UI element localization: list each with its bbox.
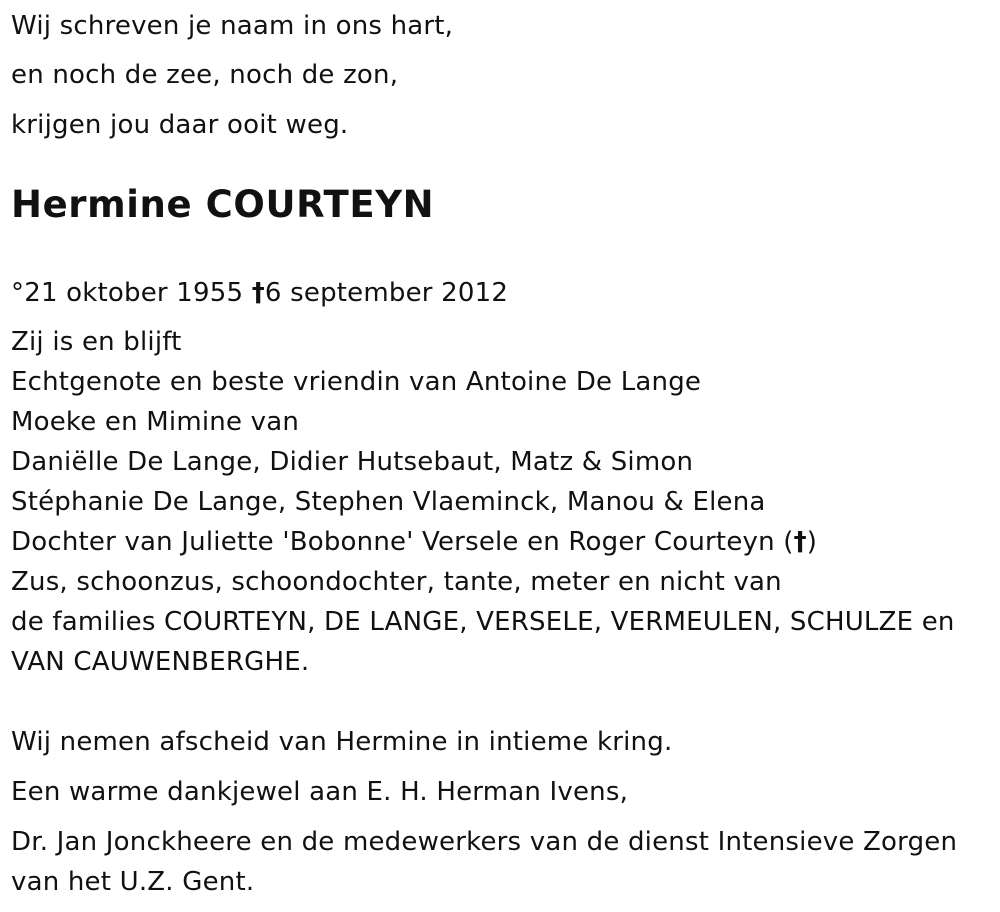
relatives-line-2: de families COURTEYN, DE LANGE, VERSELE, VERMEULEN, SCHULZE en	[11, 607, 955, 637]
family-line-3: Moeke en Mimine van	[11, 407, 300, 437]
poem-line-1: Wij schreven je naam in ons hart,	[11, 11, 454, 41]
family-line-4: Daniëlle De Lange, Didier Hutsebaut, Matz & Simon	[11, 447, 694, 477]
parents-line	[11, 527, 817, 557]
cross-icon: †	[793, 527, 807, 557]
poem-line-3: krijgen jou daar ooit weg.	[11, 110, 349, 140]
parents-close: )	[806, 527, 818, 557]
deceased-name: Hermine COURTEYN	[11, 183, 435, 226]
closing-line-1: Wij nemen afscheid van Hermine in intieme kring.	[11, 727, 673, 757]
closing-line-3: Dr. Jan Jonckheere en de medewerkers van de dienst Intensieve Zorgen	[11, 827, 958, 857]
relatives-line-3: VAN CAUWENBERGHE.	[11, 647, 310, 677]
life-dates	[11, 278, 508, 308]
poem-line-2: en noch de zee, noch de zon,	[11, 60, 399, 90]
family-line-2: Echtgenote en beste vriendin van Antoine De Lange	[11, 367, 702, 397]
death-date: 6 september 2012	[264, 278, 509, 308]
cross-icon: †	[251, 278, 265, 308]
parents-text: Dochter van Juliette 'Bobonne' Versele en Roger Courteyn (	[11, 527, 794, 557]
birth-date: °21 oktober 1955	[11, 278, 244, 308]
family-line-1: Zij is en blijft	[11, 327, 182, 357]
family-line-5: Stéphanie De Lange, Stephen Vlaeminck, Manou & Elena	[11, 487, 766, 517]
relatives-line-1: Zus, schoonzus, schoondochter, tante, meter en nicht van	[11, 567, 782, 597]
closing-line-2: Een warme dankjewel aan E. H. Herman Ivens,	[11, 777, 629, 807]
closing-line-4: van het U.Z. Gent.	[11, 867, 255, 897]
